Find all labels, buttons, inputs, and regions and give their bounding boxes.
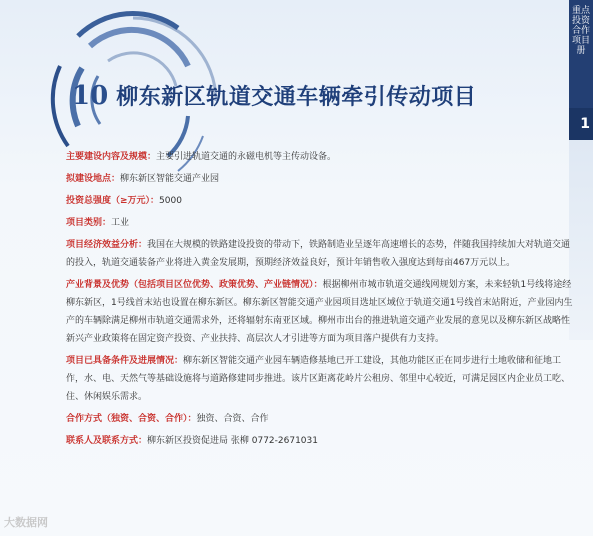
- side-section-tab: [569, 0, 593, 140]
- detail-category: [66, 214, 574, 232]
- side-tab-label: 重点投资合作项目册: [572, 6, 591, 56]
- detail-construction: [66, 148, 574, 166]
- detail-value: 柳东新区智能交通产业园: [120, 174, 220, 184]
- detail-value: 根据柳州市城市轨道交通线网规划方案，未来轻轨1号线将途经柳东新区，1号线首末站也设置在柳东新区。柳东新区智能交通产业园项目选址区域位于轨道交通1号线首末站附近，产业园内生产的车辆除满足柳州市轨道交通需求外，还将辐射东南亚区域。柳州市出台的推进轨道交通产业发展的意见以及柳东新区战略性新兴产业政策将在固定资产投资、产业扶持、高层次人才引进等方面为项目落户提供有力支持。: [66, 280, 573, 344]
- detail-value: 柳东新区智能交通产业园车辆造修基地已开工建设，其他功能区正在同步进行土地收储和征地工作，水、电、天然气等基础设施将与道路修建同步推进。该片区距离花岭片公租房、邻里中心较近，可满足园区内企业员工吃、住、休闲娱乐需求。: [66, 356, 571, 402]
- detail-background: [66, 276, 574, 348]
- detail-contact: [66, 432, 574, 450]
- detail-label: 合作方式（独资、合资、合作）：: [66, 414, 197, 424]
- detail-label: 项目类别：: [66, 218, 112, 228]
- detail-economic-analysis: [66, 236, 574, 272]
- detail-label: 联系人及联系方式：: [66, 436, 148, 446]
- detail-value: 5000: [159, 196, 182, 206]
- detail-label: 拟建设地点：: [66, 174, 121, 184]
- project-title-text: 柳东新区轨道交通车辆牵引传动项目: [116, 85, 477, 110]
- detail-label: 投资总强度（≥万元）：: [66, 196, 160, 206]
- detail-value: 柳东新区投资促进局 张柳 0772-2671031: [147, 436, 318, 446]
- detail-value: 独资、合资、合作: [196, 414, 269, 424]
- detail-label: 项目已具备条件及进展情况：: [66, 356, 184, 366]
- detail-label: 主要建设内容及规模：: [66, 152, 157, 162]
- side-tab-number: 1: [569, 108, 593, 140]
- project-number: 10: [72, 81, 109, 111]
- project-title: [72, 80, 476, 120]
- detail-label: 项目经济效益分析：: [66, 240, 148, 250]
- watermark: 大数据网: [4, 516, 48, 529]
- detail-value: 主要引进轨道交通的永磁电机等主传动设备。: [156, 152, 337, 162]
- detail-value: 我国在大规模的铁路建设投资的带动下，铁路制造业呈逐年高速增长的态势，伴随我国持续加大对轨道交通的投入，轨道交通装备产业将进入黄金发展期，预期经济效益良好，预计年销售收入强度达到每亩467万元以上。: [66, 240, 571, 268]
- detail-cooperation: [66, 410, 574, 428]
- detail-location: [66, 170, 574, 188]
- detail-label: 产业背景及优势（包括项目区位优势、政策优势、产业链情况）：: [66, 280, 323, 290]
- detail-value: 工业: [111, 218, 130, 228]
- detail-progress: [66, 352, 574, 406]
- detail-investment: [66, 192, 574, 210]
- project-details: [66, 148, 574, 454]
